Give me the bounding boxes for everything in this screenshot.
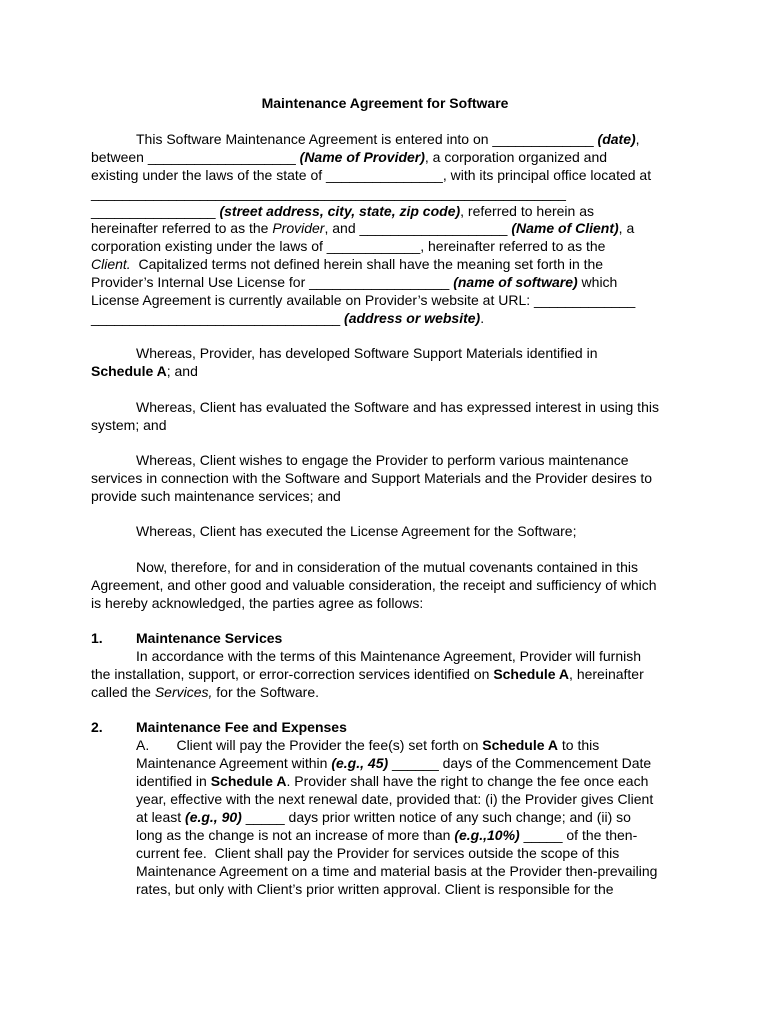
text-run: identified in [136,773,211,789]
section-1-heading: Maintenance Services [136,630,283,646]
section-2-number: 2. [91,719,103,735]
text-run: , [635,131,640,147]
text-run: Services, [154,684,213,700]
text-run: Provider’s Internal Use License for __________________ [91,274,454,290]
text-run: ________________ [91,203,220,219]
text-run: Provider [272,220,325,236]
text-run: is hereby acknowledged, the parties agree as follows: [91,595,424,611]
text-run: License Agreement is currently available on Provider’s website at URL: _____________ [91,292,636,308]
now-therefore-line [91,576,657,594]
text-run: (street address, city, state, zip code) [219,203,461,219]
whereas-line [91,362,198,380]
now-therefore-line [91,594,423,612]
text-run: for the Software. [212,684,320,700]
section-2-line [136,754,651,772]
text-run: , referred to herein as [460,203,595,219]
text-run: at least [136,809,186,825]
section-2-line [136,844,619,862]
text-run: year, effective with the next renewal date, provided that: (i) the Provider gives Client [136,791,654,807]
section-1-line [136,647,641,665]
whereas-line [91,487,341,505]
section-2-line [136,736,599,754]
now-therefore-line [136,558,638,576]
text-run: (date) [597,131,636,147]
text-run: system; and [91,417,167,433]
text-run: long as the change is not an increase of more than [136,827,455,843]
text-run: to this [558,737,600,753]
whereas-line [91,416,166,434]
intro-line [91,309,484,327]
text-run: existing under the laws of the state of _______________, with its principal office located at [91,167,652,183]
whereas-line [136,522,576,540]
text-run: hereinafter referred to as the [91,220,273,236]
text-run: (address or website) [344,310,481,326]
text-run: Client. [91,256,131,272]
section-2-line [136,862,657,880]
text-run: Maintenance Agreement within [136,755,332,771]
text-run: , and ___________________ [324,220,512,236]
text-run: Schedule A [210,773,287,789]
text-run: A. Client will pay the Provider the fee(s) set forth on [136,737,483,753]
text-run: between ___________________ [91,149,300,165]
text-run: Whereas, Client has evaluated the Software and has expressed interest in using this [136,399,659,415]
intro-line [91,255,603,273]
intro-line [91,219,634,237]
text-run: (e.g., 45) [331,755,389,771]
text-run: ______ days of the Commencement Date [388,755,652,771]
section-1-line [91,665,644,683]
text-run: , a corporation organized and [424,149,608,165]
whereas-line [91,469,652,487]
text-run: . [480,310,485,326]
text-run: Whereas, Client wishes to engage the Provider to perform various maintenance [136,452,629,468]
section-2-line [136,880,614,898]
text-run: (name of software) [453,274,578,290]
whereas-line [136,398,659,416]
text-run: the installation, support, or error-correction services identified on [91,666,494,682]
text-run: This Software Maintenance Agreement is entered into on _____________ [136,131,598,147]
section-2-heading: Maintenance Fee and Expenses [136,719,347,735]
intro-line [91,237,605,255]
text-run: called the [91,684,155,700]
text-run: (Name of Provider) [299,149,425,165]
text-run: (e.g., 90) [185,809,242,825]
text-run: Schedule A [482,737,558,753]
text-run: Whereas, Client has executed the License Agreement for the Software; [136,523,577,539]
text-run: (Name of Client) [511,220,619,236]
text-run: ________________________________ [91,310,345,326]
section-2-line [136,826,637,844]
text-run: provide such maintenance services; and [91,488,341,504]
whereas-line [136,451,629,469]
document-title: Maintenance Agreement for Software [261,95,509,111]
text-run: In accordance with the terms of this Maintenance Agreement, Provider will furnish [136,648,642,664]
intro-line [136,130,640,148]
whereas-line [136,344,597,362]
text-run: Capitalized terms not defined herein shall have the meaning set forth in the [130,256,604,272]
intro-line [91,273,617,291]
text-run: _____ of the then- [519,827,638,843]
text-run: Schedule A [493,666,570,682]
text-run: Maintenance Agreement on a time and material basis at the Provider then-prevailing [136,863,658,879]
text-run: corporation existing under the laws of ____________, hereinafter referred to as the [91,238,606,254]
text-run: Now, therefore, for and in consideration of the mutual covenants contained in this [136,559,638,575]
section-1-number: 1. [91,630,103,646]
intro-line [91,166,651,184]
section-1-line [91,683,319,701]
section-2-line [136,772,648,790]
text-run: current fee. Client shall pay the Provider for services outside the scope of this [136,845,620,861]
intro-line [91,202,594,220]
text-run: services in connection with the Software and Support Materials and the Provider desires to [91,470,653,486]
text-run: _____ days prior written notice of any such change; and (ii) so [241,809,631,825]
text-run: , a [618,220,635,236]
text-run: (e.g.,10%) [454,827,520,843]
text-run: Whereas, Provider, has developed Software Support Materials identified in [136,345,598,361]
text-run: which [577,274,618,290]
text-run: rates, but only with Client’s prior written approval. Client is responsible for the [136,881,614,897]
text-run: Schedule A [91,363,167,379]
intro-line [91,184,566,202]
text-run: , hereinafter [569,666,644,682]
text-run: ; and [166,363,198,379]
intro-line [91,291,635,309]
section-2-line [136,808,631,826]
text-run: _____________________________________________________________ [91,185,566,201]
intro-line [91,148,607,166]
text-run: Agreement, and other good and valuable consideration, the receipt and sufficiency of which [91,577,657,593]
section-2-line [136,790,653,808]
text-run: . Provider shall have the right to change the fee once each [286,773,649,789]
